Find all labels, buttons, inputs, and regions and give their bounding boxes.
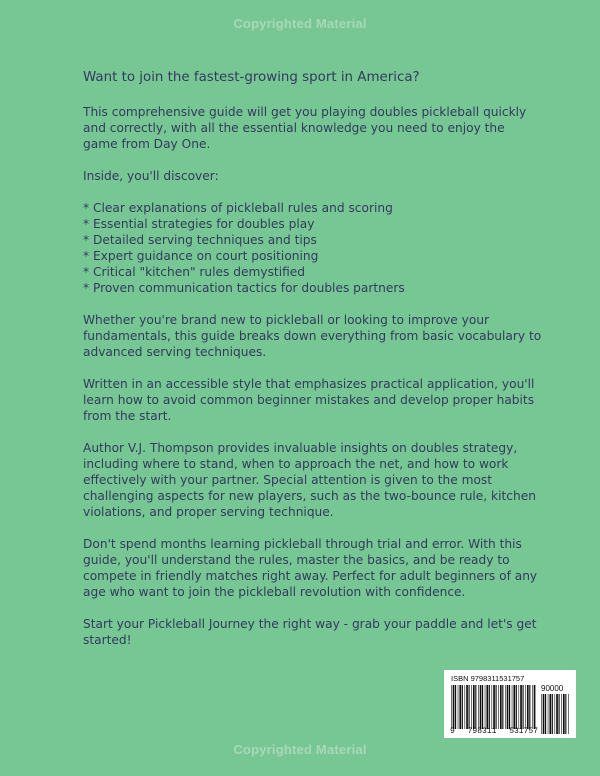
barcode-addon-bars <box>540 694 571 734</box>
style-paragraph: Written in an accessible style that emphasizes practical application, you'll learn how to avoid common beginner mistakes and develop proper habits from the start. <box>83 377 535 423</box>
watermark-bottom: Copyrighted Material <box>233 742 367 757</box>
isbn-label: ISBN 9798311531757 <box>451 674 525 683</box>
watermark-top: Copyrighted Material <box>233 16 367 31</box>
back-cover-description <box>83 70 543 664</box>
list-item: * Essential strategies for doubles play <box>83 217 315 231</box>
discover-label: Inside, you'll discover: <box>83 169 219 183</box>
list-item: * Detailed serving techniques and tips <box>83 233 317 247</box>
beginner-paragraph: Whether you're brand new to pickleball or looking to improve your fundamentals, this guide breaks down everything from basic vocabulary to advanced serving techniques. <box>83 313 542 359</box>
barcode-digits <box>450 727 538 736</box>
heading: Want to join the fastest-growing sport in America? <box>83 70 420 85</box>
barcode-digit-group: 531757 <box>509 727 538 736</box>
author-paragraph: Author V.J. Thompson provides invaluable insights on doubles strategy, including where to stand, when to approach the net, and how to work effectively with your partner. Special attention is given to the most challenging aspects for new players, such as the two-bounce rule, kitchen violations, and proper serving technique. <box>83 441 536 519</box>
list-item: * Proven communication tactics for doubles partners <box>83 281 405 295</box>
feature-list <box>83 200 543 296</box>
isbn-barcode <box>444 670 576 738</box>
price-code: 90000 <box>541 684 564 693</box>
months-paragraph: Don't spend months learning pickleball through trial and error. With this guide, you'll understand the rules, master the basics, and be ready to compete in friendly matches right away. Perfect for adult beginners of any age who want to join the pickleball revolution with confidence. <box>83 537 538 599</box>
intro-paragraph: This comprehensive guide will get you playing doubles pickleball quickly and correctly, with all the essential knowledge you need to enjoy the game from Day One. <box>83 105 527 151</box>
barcode-bars <box>450 685 536 729</box>
barcode-digit-group: 9 <box>450 727 455 736</box>
barcode-digit-group: 798311 <box>467 727 497 736</box>
list-item: * Clear explanations of pickleball rules and scoring <box>83 201 393 215</box>
list-item: * Expert guidance on court positioning <box>83 249 319 263</box>
cta-paragraph: Start your Pickleball Journey the right way - grab your paddle and let's get started! <box>83 617 537 647</box>
list-item: * Critical "kitchen" rules demystified <box>83 265 306 279</box>
